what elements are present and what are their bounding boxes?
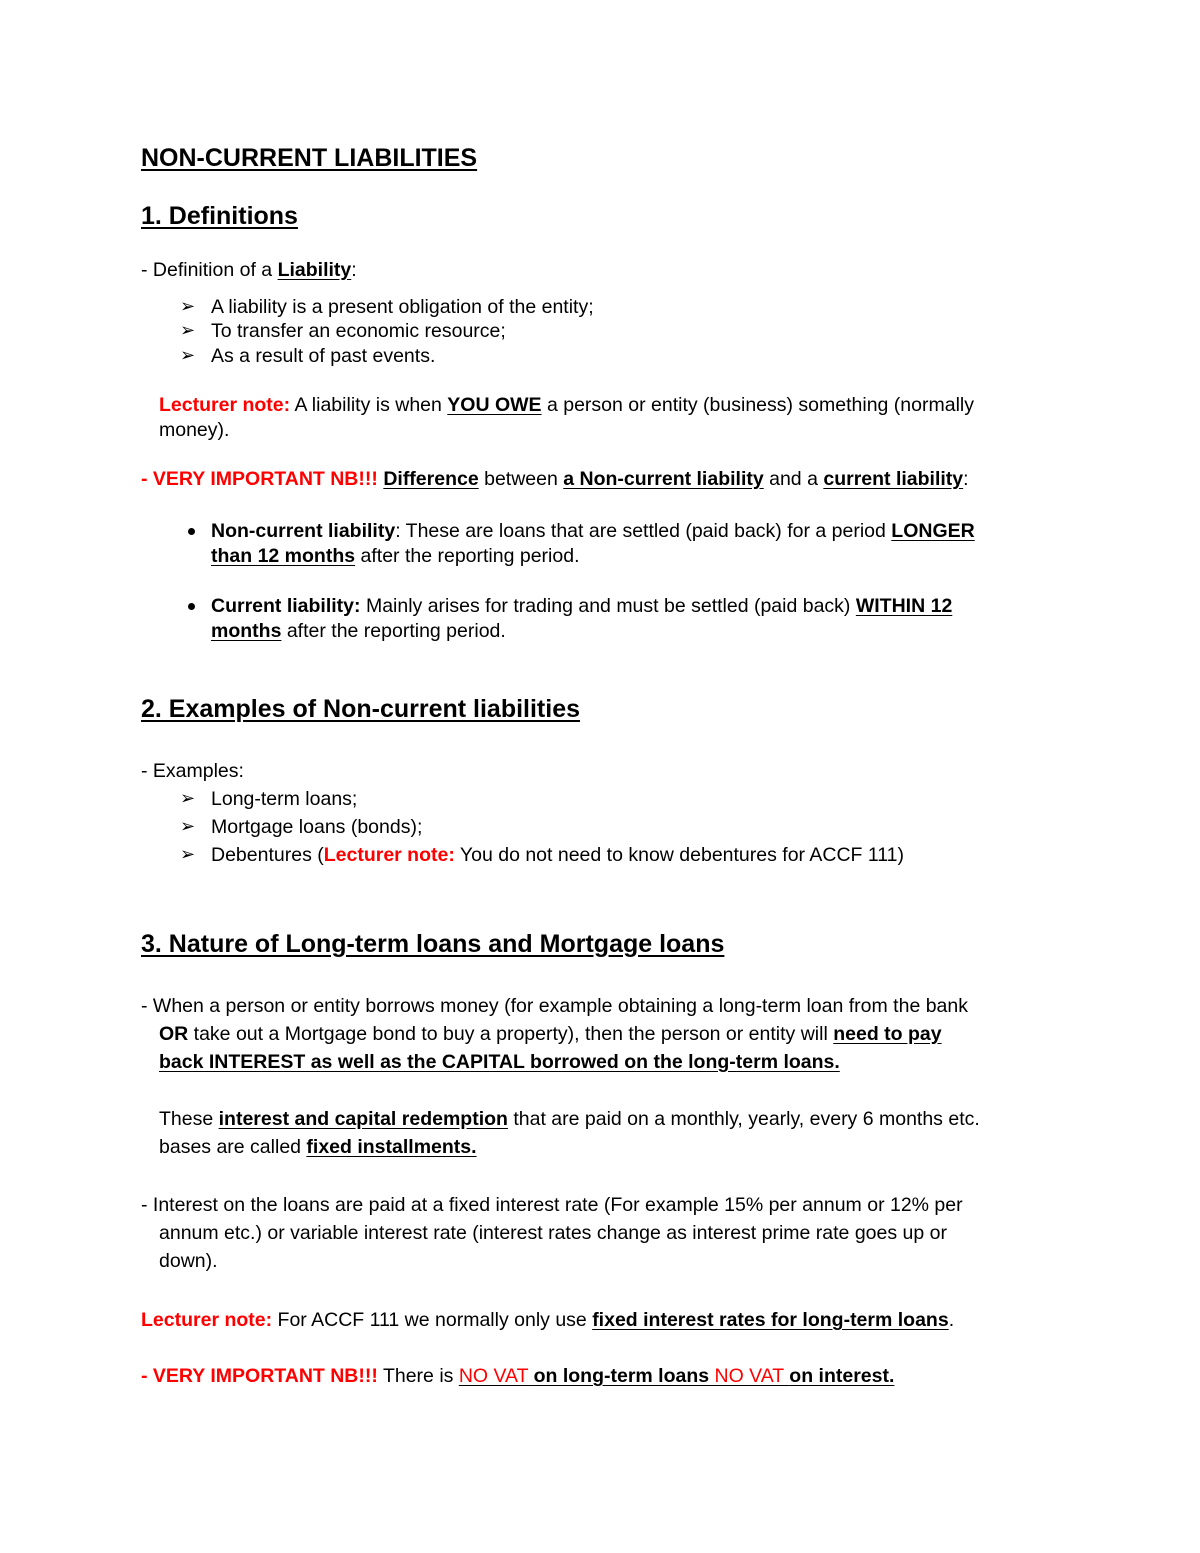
def-term: Liability: [277, 259, 352, 281]
arrow-bullet-icon: ➢: [180, 296, 196, 316]
def-colon: :: [351, 259, 357, 281]
nature-para2-line1: These interest and capital redemption that are paid on a monthly, yearly, every 6 months etc.: [159, 1108, 980, 1130]
arrow-bullet-icon: ➢: [180, 844, 196, 864]
arrow-bullet-icon: ➢: [180, 816, 196, 836]
definition-point: As a result of past events.: [211, 345, 436, 367]
you-owe: YOU OWE: [447, 394, 542, 416]
section3-heading: 3. Nature of Long-term loans and Mortgage loans: [141, 930, 725, 958]
very-important-difference: - VERY IMPORTANT NB!!! Difference between a Non-current liability and a current liability:: [141, 468, 969, 490]
examples-intro: - Examples:: [141, 760, 244, 782]
nature-para1-line2: OR take out a Mortgage bond to buy a property), then the person or entity will need to pay: [159, 1023, 942, 1045]
current-liability-line1: Current liability: Mainly arises for trading and must be settled (paid back) WITHIN 12: [211, 595, 953, 617]
section1-heading: 1. Definitions: [141, 202, 298, 230]
nature-para2-line2: bases are called fixed installments.: [159, 1136, 477, 1158]
non-current-liability-line1: Non-current liability: These are loans that are settled (paid back) for a period LONGER: [211, 520, 975, 542]
non-current-liability-line2: than 12 months after the reporting period.: [211, 545, 580, 567]
no-vat-2: NO VAT: [714, 1365, 790, 1387]
lecturer-note-line1: Lecturer note: A liability is when YOU OWE a person or entity (business) something (normally: [159, 394, 974, 416]
lecturer-note-fixed-rates: Lecturer note: For ACCF 111 we normally only use fixed interest rates for long-term loans.: [141, 1309, 955, 1331]
definition-point: A liability is a present obligation of the entity;: [211, 296, 594, 318]
arrow-bullet-icon: ➢: [180, 320, 196, 340]
document-title: NON-CURRENT LIABILITIES: [141, 144, 478, 172]
very-important-no-vat: - VERY IMPORTANT NB!!! There is NO VAT on long-term loans NO VAT on interest.: [141, 1365, 895, 1387]
liability-definition-intro: [141, 258, 357, 283]
arrow-bullet-icon: ➢: [180, 345, 196, 365]
example-item: Long-term loans;: [211, 788, 358, 810]
interest-para-line2: annum etc.) or variable interest rate (interest rates change as interest prime rate goes up or: [159, 1222, 947, 1244]
definition-point: To transfer an economic resource;: [211, 320, 506, 342]
example-item: Mortgage loans (bonds);: [211, 816, 423, 838]
interest-para-line3: down).: [159, 1250, 218, 1272]
nature-para1-line3: back INTEREST as well as the CAPITAL borrowed on the long-term loans.: [159, 1051, 840, 1073]
current-liability-line2: months after the reporting period.: [211, 620, 506, 642]
def-prefix: - Definition of a: [141, 259, 278, 281]
round-bullet-icon: [188, 603, 195, 610]
lecturer-note-label: Lecturer note:: [159, 394, 291, 416]
no-vat-1: NO VAT: [458, 1365, 534, 1387]
arrow-bullet-icon: ➢: [180, 788, 196, 808]
lecturer-note-line2: money).: [159, 419, 230, 441]
example-item-debentures: Debentures (Lecturer note: You do not need to know debentures for ACCF 111): [211, 844, 905, 866]
nature-para1-line1: - When a person or entity borrows money (for example obtaining a long-term loan from the bank: [141, 995, 968, 1017]
section2-heading: 2. Examples of Non-current liabilities: [141, 695, 581, 723]
nb-label: - VERY IMPORTANT NB!!!: [141, 468, 378, 490]
interest-para-line1: - Interest on the loans are paid at a fixed interest rate (For example 15% per annum or 12% per: [141, 1194, 963, 1216]
round-bullet-icon: [188, 528, 195, 535]
